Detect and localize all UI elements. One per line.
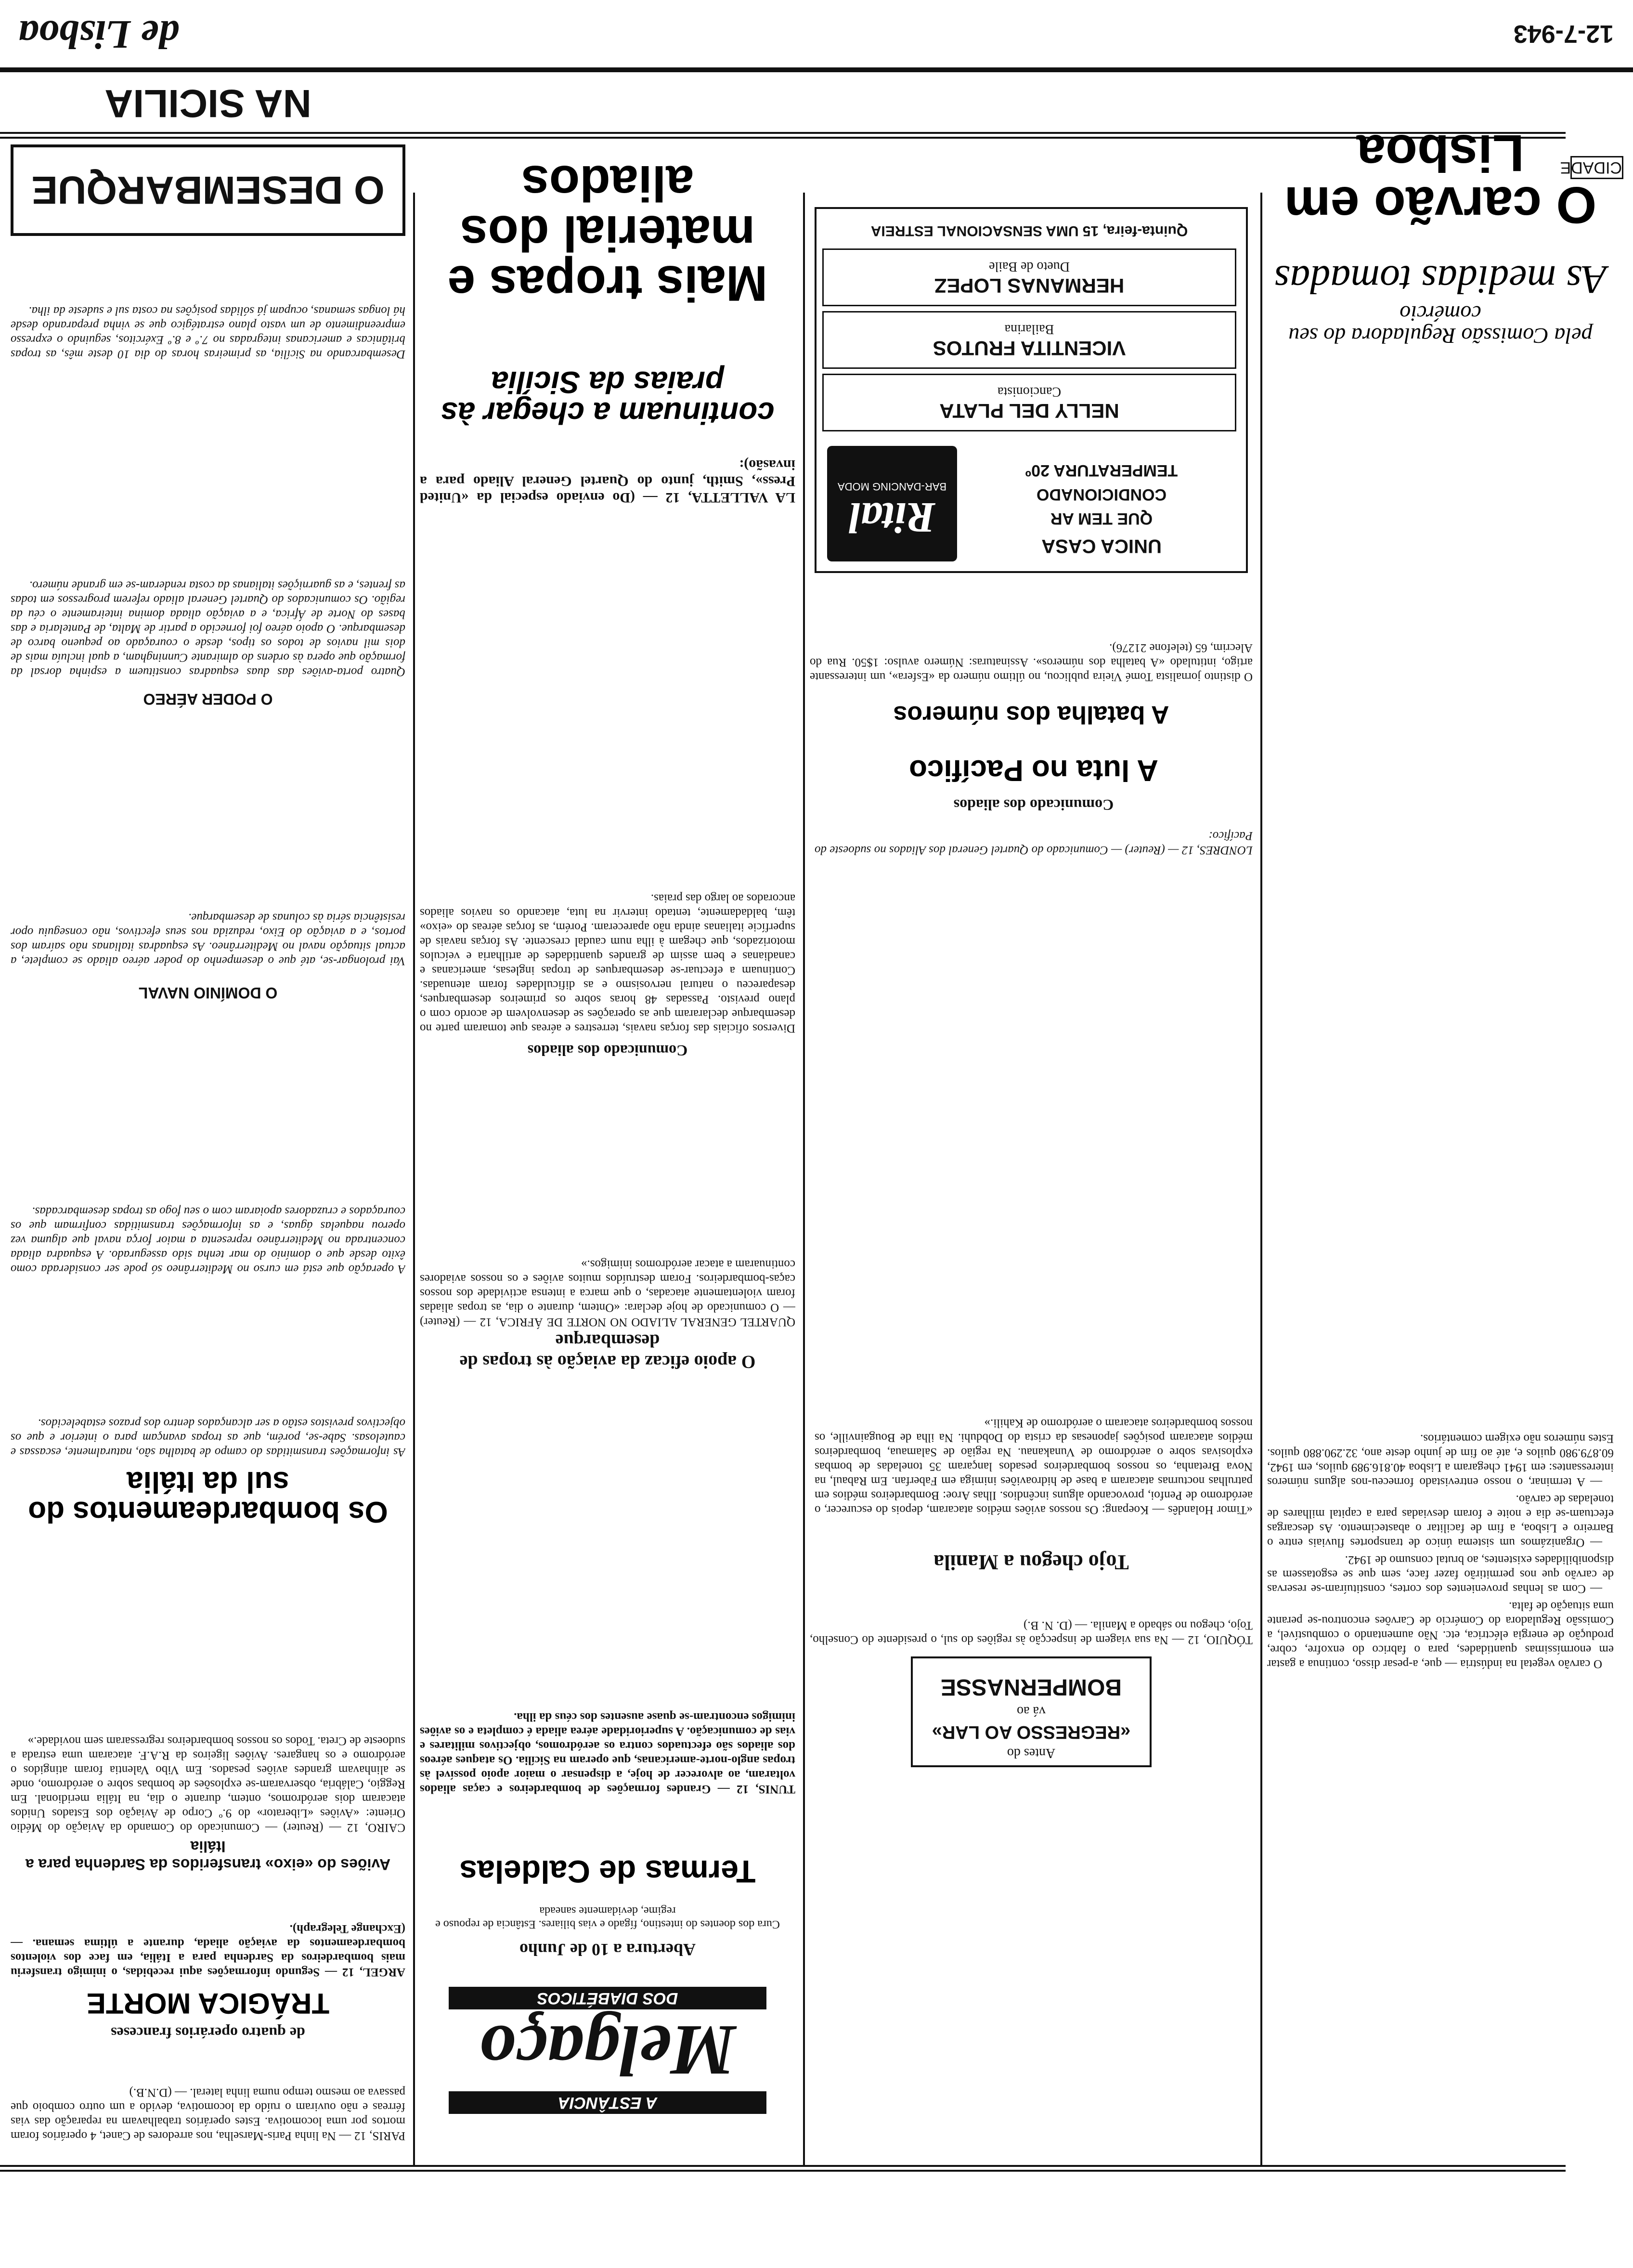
ad-casa-act-2 [822,311,1236,369]
masthead [0,5,1633,63]
naval-domain-title: O DOMÍNIO NAVAL [138,984,278,1002]
main-headline-box [11,81,405,236]
troops-communique: QUARTEL GENERAL ALIADO NO NORTE DE ÁFRICA, 12 — (Reuter) — O comunicado de hoje declara: «Ontem, durante o dia, as tropas aliadas foram violentamente atacadas, o que marca a intensa actividade dos nossos caças-bombardeiros. Foram destruídos muitos aviões e os nossos aviadores continuaram a atacar aeródromos inimigos.» [420,1258,795,1329]
tragic-title: TRÁGICA MORTE [86,1987,330,2020]
italy-headline: Os bombardeamentos do sul da Itália [28,1465,388,1528]
ad-casa-name: UNICA CASA [1041,535,1162,557]
coal-headline: O carvão em Lisboa [1284,124,1597,235]
ad-casa [815,207,1248,573]
ad-casa-line-1: QUE TEM AR [1050,509,1153,528]
col-divider-1 [1260,193,1262,2167]
coal-para-4: — A terminar, o nosso entrevistado forneceu-nos alguns números interessantes: em 1941 chegaram a Lisboa 40.816.989 quilos, em 1942, 60.879.980 quilos e, até ao fim de junho deste ano, 32.290.880 quilos. Estes números não exigem comentários. [1267,1432,1614,1488]
col-divider-2 [803,193,805,2167]
issue-date: 12-7-943 [1513,20,1614,48]
ad-return-name: BOMPERNASSE [940,1674,1122,1700]
main-headline: O DESEMBARQUE NA SICILIA [31,81,385,212]
battle-numbers-headline: A batalha dos números [893,701,1169,729]
troops-body: Diversos oficiais das forças navais, terrestres e aéreas que tomaram parte no desembarque declararam que as operações se desenvolvem de acordo com o plano previsto. Passadas 48 horas sobre os primeiros desembarques, desapareceu o natural nervosismo e as dificuldades foram atenuadas. Continuam a efectuar-se desembarques de tropas inglesas, americanas e canadianas e bem assim de grandes quantidades de artilharia e veículos motorizados, que chegam à ilha num caudal crescente. As forças navais de superfície italianas ainda não apareceram. Porém, as forças aéreas do «eixo» têm, baldadamente, tentado intervir na luta, atacando os navios aliados ancorados ao largo das praias. [420,892,795,1035]
main-body: Quatro porta-aviões das duas esquadras constituem a espinha dorsal da formação que opera às ordens do almirante Cunningham, a qual incluía mais de dois mil navios de todos os tipos, desde o couraçado ao pequeno barco de desembarque. O apoio aéreo foi fornecido a partir de Malta, de Pantelaria e das bases do Norte de África, e a aviação aliada domina inteiramente o céu da região. Os comunicados do Quartel General aliado referem progressos em todas as frentes, e as guarnições italianas da costa renderam-se em grande número. [11,579,405,678]
ad-casa-logo [827,446,957,561]
ad-casa-announcement: Quinta-feira, 15 UMA SENSACIONAL ESTREIA [870,223,1188,239]
air-support-title: O apoio eficaz da aviação às tropas de desembarque [459,1330,756,1372]
act-1-name: NELLY DEL PLATA [939,400,1119,422]
tojo-body: TÓQUIO, 12 — Na sua viagem de inspecção às regiões do sul, o presidente do Conselho, Tojo, chegou no sábado a Manila. — (D. N. B.) [810,1619,1253,1646]
ad-casa-act-3 [822,248,1236,306]
ad-casa-act-1 [822,374,1236,431]
sardinia-body: ARGEL, 12 — Segundo informações aqui recebidas, o inimigo transferiu mais bombardeiros da Sardenha para a Itália, em face dos violentos bombardeamentos da aviação aliada, durante a última semana. — (Exchange Telegraph). [11,1922,405,1979]
spa-logo-top: A ESTÂNCIA [449,2091,766,2114]
troops-communique-title: Comunicado dos aliados [527,1042,688,1059]
col-divider-3 [413,193,415,2167]
main-intro: Desembarcando na Sicília, as primeiras horas do dia 10 deste mês, as tropas britânicas e americanas integradas no 7.º e 8.º Exércitos, seguindo o expresso empreendimento de um vasto plano estratégico que se vinha preparando desde há longas semanas, ocupam já sólidas posições na costa sul e sudeste da ilha. [11,304,405,361]
spa-headline: Termas de Caldelas [459,1854,756,1890]
spa-logo-bottom: DOS DIABÉTICOS [449,1987,766,2009]
coal-subheadline-2: pela Comissão Reguladora do seu comércio [1288,301,1593,348]
spa-opening: Abertura a 10 de Junho [519,1940,696,1959]
air-power-body: Vai prolongar-se, até que o desempenho do poder aéreo aliado se complete, a actual situação naval no Mediterrâneo. As esquadras italianas não saíram dos portos, e a aviação do Eixo, reduzida nos seus efectivos, não conseguiu opor resistência séria às colunas de desembarque. [11,911,405,967]
coal-para-3: — Organizámos um sistema único de transportes fluviais entre o Barreiro e Lisboa, a fim de facilitar o abastecimento. As descargas efectuam-se dia e noite e foram desviadas para a capital milhares de toneladas de carvão. [1267,1493,1614,1549]
spa-logo [449,1969,766,2114]
pacific-communique-title: Comunicado dos aliados [953,796,1114,814]
spa-tagline: Cura dos doentes do intestino, fígado e vias biliares. Estância de repouso e regime, devidamente saneada [435,1904,780,1930]
coal-para-2: — Com as lenhas provenientes dos cortes, constituíram-se reservas de carvão que nos permitirão fazer face, sem que se esgotassem as disponibilidades existentes, ao brutal consumo de 1942. [1267,1553,1614,1595]
troops-subheadline: continuam a chegar às praias da Sicília [441,365,775,430]
ad-return-pre: Antes do [1007,1746,1056,1760]
ad-return [911,1656,1152,1767]
paper-name: de Lisboa [18,12,179,57]
naval-domain-body: A operação que está em curso no Mediterrâneo só pode ser considerada como êxito desde que o domínio do mar tenha sido assegurado. A esquadra aliada concentrada no Mediterrâneo representa a maior força naval que alguma vez operou naquelas águas, e as informações transmitidas confirmam que os couraçados e cruzadores apoiaram com o seu fogo as tropas desembarcadas. [11,1205,405,1276]
ad-casa-logo-text: Rital [848,494,936,541]
tragic-subtitle: de quatro operários franceses [111,2024,305,2042]
act-3-name: HERMANAS LOPEZ [934,274,1125,297]
ad-return-title: «REGRESSO AO LAR» [932,1722,1131,1742]
tojo-headline: Tojo chegou a Manila [933,1551,1129,1574]
pacific-body: «Timor Holandês — Koepang: Os nossos aviões médios atacaram, depois do escurecer, o aeródromo de Penfoi, provocando alguns incêndios. Ilhas Aroe: Bombardeiros médios em patrulhas nocturnas atacaram a base de hidroaviões inimiga em Faberfan. Em Rabaul, na Nova Bretanha, os nossos bombardeiros pesados lançaram 35 toneladas de bombas explosivas sobre o aeródromo de Vunakanau. Na região de Salamaua, bombardeiros médios atacaram posições japonesas da crista do Dobduhi. Na ilha de Bougainville, os nossos bombardeiros atacaram o aeródromo de Kahili.» [815,1417,1253,1516]
ad-casa-logo-sub: BAR-DANCING MODA [837,481,947,493]
ad-casa-line-3: TEMPERATURA 20º [1025,461,1178,480]
coal-para-1: O carvão vegetal na indústria — que, a-pesar disso, continua a gastar em enormíssimas quantidades, para o fabrico do enxofre, cobre, produção de energia eléctrica, etc. Não aumentando o combustível, a Comissão Reguladora do Comércio de Carvões encontrou-se perante uma situação de falta. [1267,1600,1614,1670]
italy-body: CAIRO, 12 — (Reuter) — Comunicado do Comando da Aviação do Médio Oriente: «Aviões «Liberator» do 9.º Corpo de Aviação dos Estados Unidos atacaram dois aeródromos, ontem, durante o dia, na Itália meridional. Em Reggio, Calábria, observaram-se explosões de bombas sobre o aeródromo, onde se alinhavam grandes aviões pesados. Em Vibo Valentia foram atingidos o aeródromo e os hangares. Aviões ligeiros da R.A.F. atacaram uma estrada a sudoeste de Creta. Todos os nossos bombardeiros regressaram sem novidade.» [11,1734,405,1834]
naval-domain-body-2: As informações transmitidas do campo de batalha são, naturalmente, escassas e cautelosas. Sabe-se, porém, que as tropas avançam para o interior e que os objectivos previstos estão a ser alcançados dentro dos prazos estabelecidos. [11,1417,405,1459]
section-label: CIDADE [1560,158,1622,177]
ad-return-mid: vá ao [1017,1704,1046,1719]
sardinia-title: Aviões do «eixo» transferidos da Sardenha para a Itália [25,1838,391,1873]
troops-dateline: LA VALLETTA, 12 — (Do enviado especial da «United Press», Smith, junto do Quartel General Aliado para a invasão): [420,457,795,506]
tragic-body: PARIS, 12 — Na linha Paris-Marselha, nos arredores de Canet, 4 operários foram mortos por uma locomotiva. Estes operários trabalhavam na reparação das vias férreas e não ouviram o ruído da locomotiva, devido a um outro comboio que passava ao mesmo tempo numa linha lateral. — (D.N.B.) [11,2086,405,2142]
spa-logo-text: Melgaço [479,2010,736,2090]
pacific-dateline: LONDRES, 12 — (Reuter) — Comunicado do Quartel General dos Aliados no sudoeste do Pacífico: [815,829,1253,857]
pacific-column-headline: A luta no Pacífico [909,754,1158,787]
coal-subheadline-1: As medidas tomadas [1274,257,1607,302]
top-rule-2 [0,2165,1566,2167]
air-power-title: O PODER AÉREO [143,691,273,708]
act-1-role: Cancionista [997,384,1062,399]
act-2-role: Bailarina [1004,322,1054,337]
battle-numbers-body: O distinto jornalista Tomé Vieira publicou, no último número da «Esfera», um interessante artigo, intitulado «A batalha dos números». Assinaturas: Número avulso: 1$50. Rua do Alecrim, 65 (telefone 21276). [810,641,1253,683]
coal-body [1267,361,1614,1671]
act-2-name: VICENTITA FRUTOS [933,337,1126,360]
air-support-body: TUNIS, 12 — Grandes formações de bombardeiros e caças aliados voltaram, ao alvorecer de hoje, a dispensar o maior apoio possível às tropas anglo-norte-americanas, que operam na Sicília. Os ataques aéreos dos aliados são efectuados contra os aeródromos, objectivos militares e vias de comunicação. A superioridade aérea aliada é completa e os aviões inimigos encontram-se quase ausentes dos céus da ilha. [420,1710,795,1796]
pacific-column [810,737,1257,1517]
ad-casa-line-2: CONDICIONADO [1036,485,1167,504]
act-3-role: Dueto de Baile [989,259,1070,274]
troops-headline: Mais tropas e material dos aliados [447,155,768,311]
top-rule [0,2170,1566,2172]
